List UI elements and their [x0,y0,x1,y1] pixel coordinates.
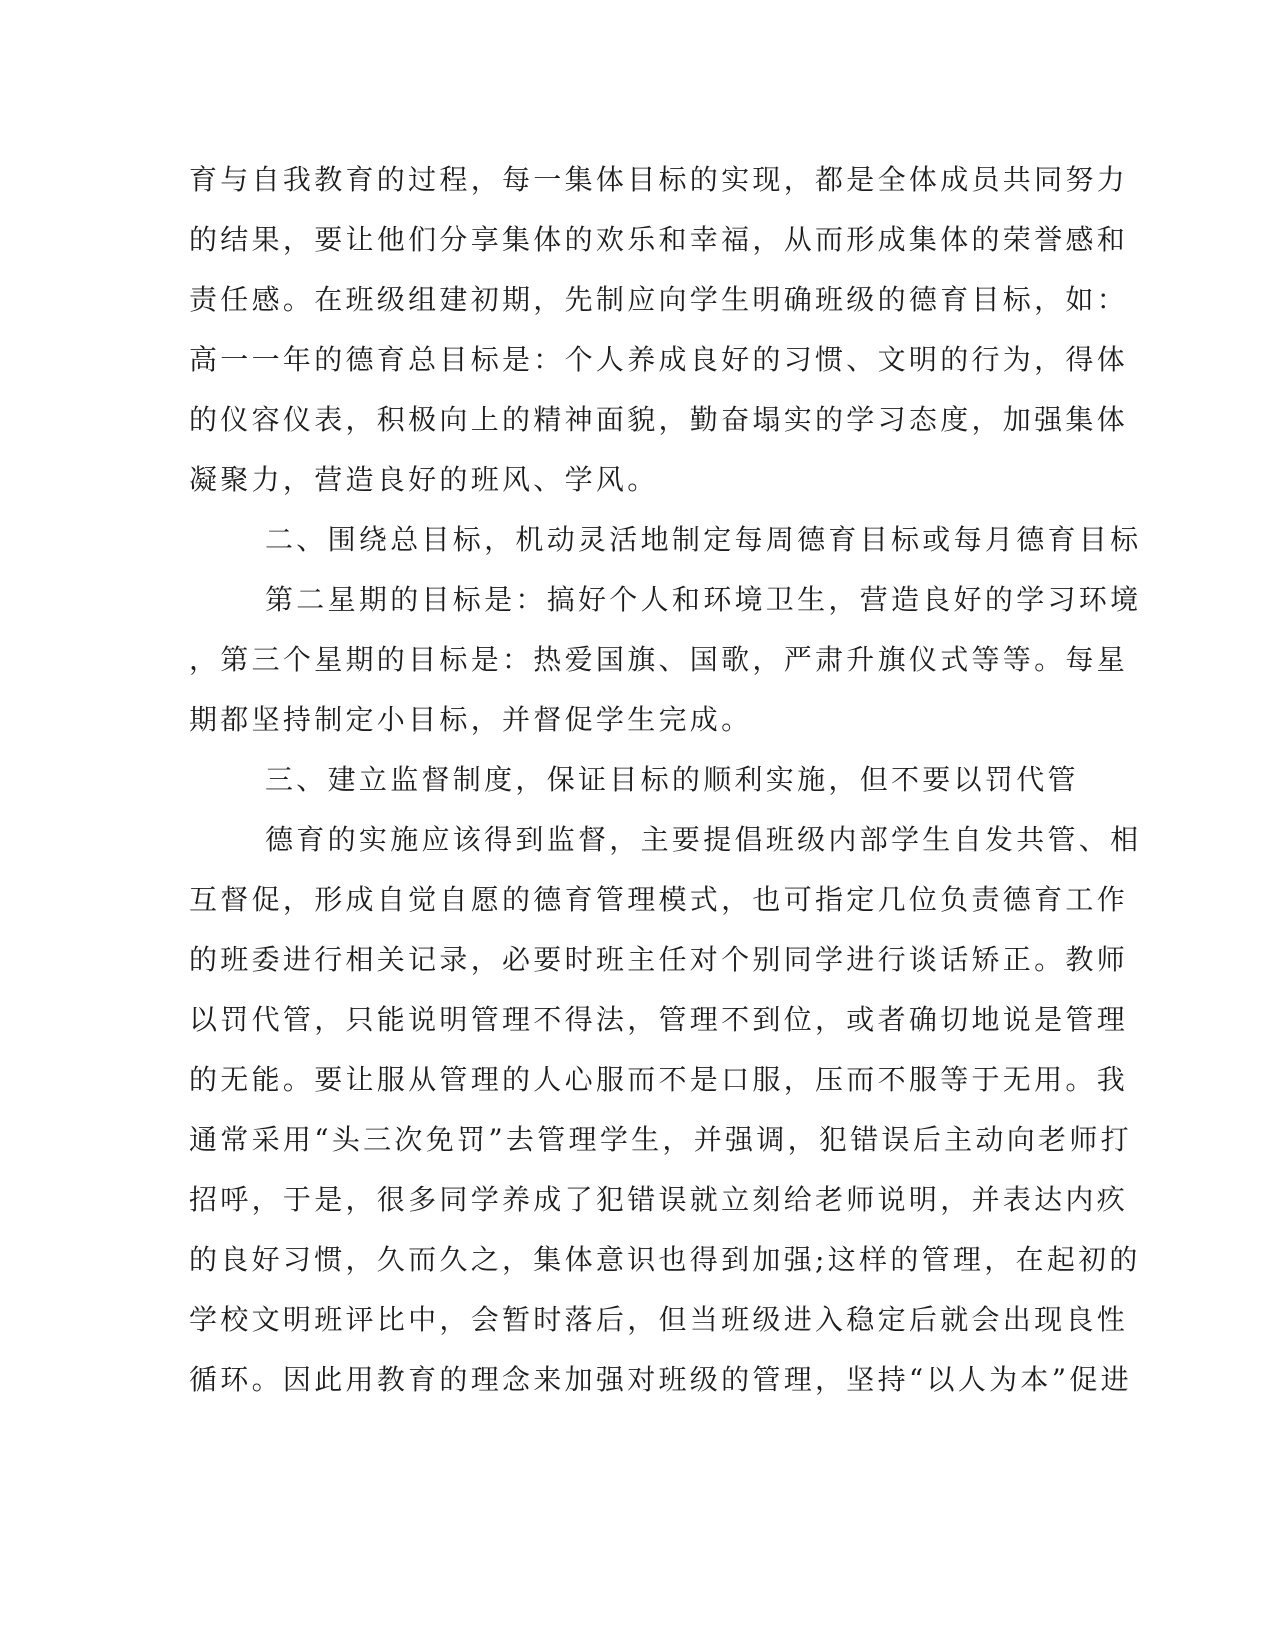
text-line: 通常采用“头三次免罚”去管理学生，并强调，犯错误后主动向老师打 [189,1123,1132,1156]
section-heading: 三、建立监督制度，保证目标的顺利实施，但不要以罚代管 [265,763,1079,796]
text-line: 凝聚力，营造良好的班风、学风。 [189,463,659,496]
text-line: ，第三个星期的目标是：热爱国旗、国歌，严肃升旗仪式等等。每星 [189,643,1129,676]
text-line: 的良好习惯，久而久之，集体意识也得到加强;这样的管理，在起初的 [189,1243,1141,1276]
text-line: 的班委进行相关记录，必要时班主任对个别同学进行谈话矫正。教师 [189,943,1129,976]
text-line: 招呼，于是，很多同学养成了犯错误就立刻给老师说明，并表达内疚 [189,1183,1129,1216]
text-line: 学校文明班评比中，会暂时落后，但当班级进入稳定后就会出现良性 [189,1303,1129,1336]
text-line: 责任感。在班级组建初期，先制应向学生明确班级的德育目标，如： [189,283,1129,316]
text-line: 第二星期的目标是：搞好个人和环境卫生，营造良好的学习环境 [265,583,1142,616]
text-line: 德育的实施应该得到监督，主要提倡班级内部学生自发共管、相 [265,823,1142,856]
text-line: 高一一年的德育总目标是：个人养成良好的习惯、文明的行为，得体 [189,343,1129,376]
text-line: 循环。因此用教育的理念来加强对班级的管理，坚持“以人为本”促进 [189,1363,1132,1396]
text-line: 育与自我教育的过程，每一集体目标的实现，都是全体成员共同努力 [189,163,1129,196]
text-line: 互督促，形成自觉自愿的德育管理模式，也可指定几位负责德育工作 [189,883,1129,916]
text-line: 的无能。要让服从管理的人心服而不是口服，压而不服等于无用。我 [189,1063,1129,1096]
section-heading: 二、围绕总目标，机动灵活地制定每周德育目标或每月德育目标 [265,523,1142,556]
text-line: 期都坚持制定小目标，并督促学生完成。 [189,703,753,736]
text-line: 的仪容仪表，积极向上的精神面貌，勤奋塌实的学习态度，加强集体 [189,403,1129,436]
text-line: 以罚代管，只能说明管理不得法，管理不到位，或者确切地说是管理 [189,1003,1129,1036]
text-line: 的结果，要让他们分享集体的欢乐和幸福，从而形成集体的荣誉感和 [189,223,1129,256]
